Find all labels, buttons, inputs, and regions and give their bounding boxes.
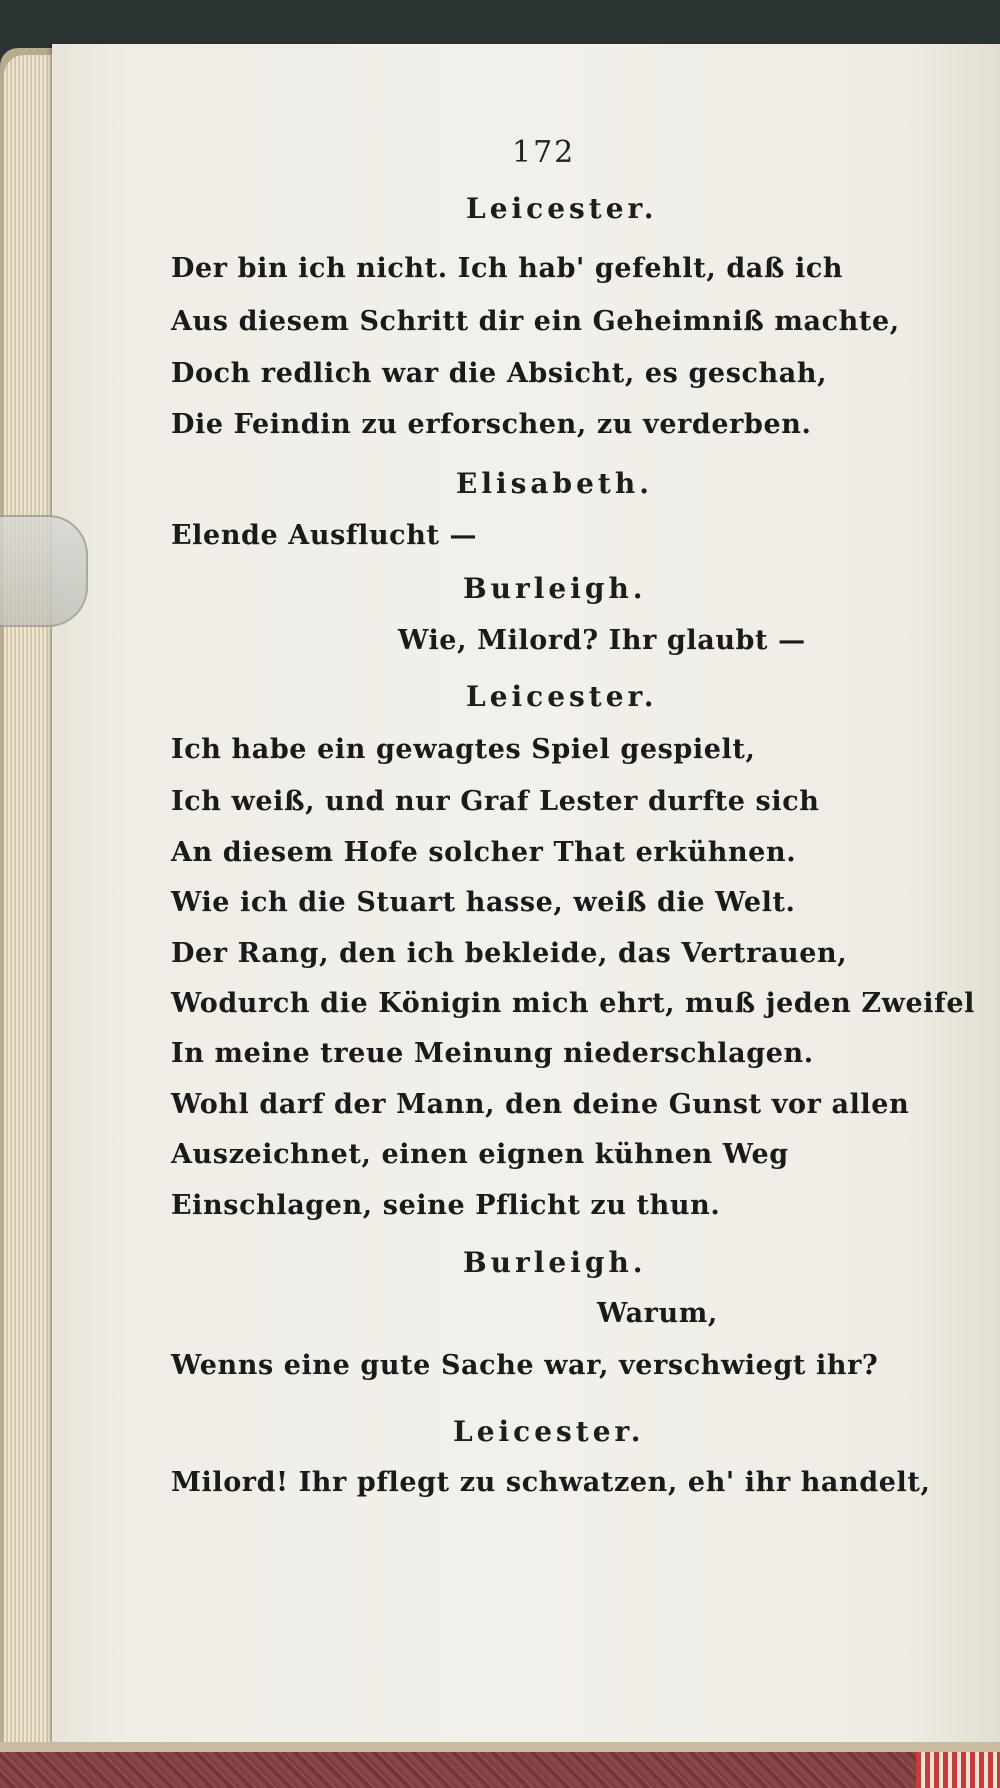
page-number: 172 [512, 135, 576, 170]
verse-line: Wenns eine gute Sache war, verschwiegt ihr? [171, 1350, 879, 1381]
verse-line: Elende Ausflucht — [171, 520, 478, 551]
verse-line: An diesem Hofe solcher That erkühnen. [171, 837, 797, 868]
verse-line: Wodurch die Königin mich ehrt, muß jeden Zweifel [171, 988, 975, 1019]
speaker-name: Leicester. [453, 1415, 645, 1448]
verse-line: Auszeichnet, einen eignen kühnen Weg [171, 1139, 789, 1170]
verse-line: Milord! Ihr pflegt zu schwatzen, eh' ihr handelt, [171, 1467, 931, 1498]
verse-line: Doch redlich war die Absicht, es geschah, [171, 358, 828, 389]
speaker-name: Leicester. [466, 192, 658, 225]
verse-line: Wohl darf der Mann, den deine Gunst vor allen [171, 1089, 910, 1120]
verse-line: Der bin ich nicht. Ich hab' gefehlt, daß ich [171, 253, 844, 284]
verse-line: Ich weiß, und nur Graf Lester durfte sich [171, 786, 820, 817]
verse-line: In meine treue Meinung niederschlagen. [171, 1038, 814, 1069]
verse-line: Ich habe ein gewagtes Spiel gespielt, [171, 734, 756, 765]
verse-line: Wie, Milord? Ihr glaubt — [398, 625, 806, 656]
speaker-name: Burleigh. [463, 572, 647, 605]
verse-line: Die Feindin zu erforschen, zu verderben. [171, 409, 812, 440]
speaker-name: Leicester. [466, 680, 658, 713]
verse-line: Wie ich die Stuart hasse, weiß die Welt. [171, 887, 796, 918]
verse-line: Aus diesem Schritt dir ein Geheimniß machte, [171, 306, 900, 337]
verse-line: Einschlagen, seine Pflicht zu thun. [171, 1190, 721, 1221]
speaker-name: Elisabeth. [456, 467, 653, 500]
verse-line: Der Rang, den ich bekleide, das Vertrauen, [171, 938, 848, 969]
verse-line: Warum, [597, 1298, 718, 1329]
speaker-name: Burleigh. [463, 1246, 647, 1279]
